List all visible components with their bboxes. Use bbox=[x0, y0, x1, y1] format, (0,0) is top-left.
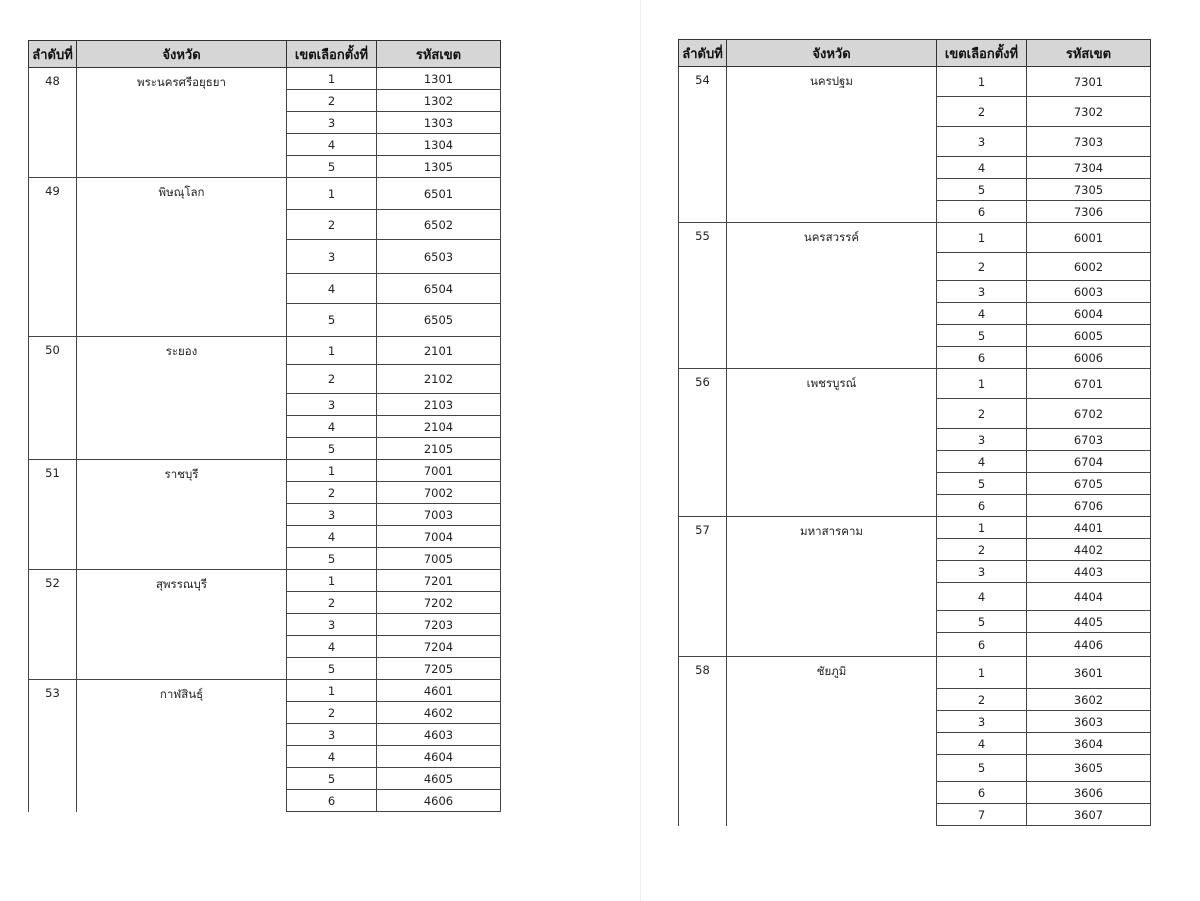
cell-district: 3 bbox=[287, 504, 377, 526]
table-row bbox=[29, 68, 501, 90]
cell-code: 4606 bbox=[377, 790, 501, 812]
cell-code: 7001 bbox=[377, 460, 501, 482]
header-province: จังหวัด bbox=[77, 41, 287, 68]
cell-code: 6004 bbox=[1027, 303, 1151, 325]
table-header-row bbox=[29, 41, 501, 68]
cell-code: 4603 bbox=[377, 724, 501, 746]
cell-code: 7306 bbox=[1027, 201, 1151, 223]
cell-district: 4 bbox=[287, 416, 377, 438]
cell-code: 1305 bbox=[377, 156, 501, 178]
table-row bbox=[29, 337, 501, 365]
cell-code: 6003 bbox=[1027, 281, 1151, 303]
cell-province: เพชรบูรณ์ bbox=[727, 369, 937, 517]
cell-seq: 54 bbox=[679, 67, 727, 223]
cell-district: 3 bbox=[937, 711, 1027, 733]
cell-code: 6705 bbox=[1027, 473, 1151, 495]
cell-district: 2 bbox=[287, 365, 377, 394]
cell-code: 6704 bbox=[1027, 451, 1151, 473]
table-row bbox=[29, 680, 501, 702]
cell-district: 1 bbox=[287, 178, 377, 210]
cell-district: 3 bbox=[287, 240, 377, 274]
cell-district: 2 bbox=[937, 689, 1027, 711]
cell-code: 6002 bbox=[1027, 253, 1151, 281]
cell-district: 1 bbox=[937, 657, 1027, 689]
cell-code: 6502 bbox=[377, 210, 501, 240]
cell-district: 4 bbox=[937, 733, 1027, 755]
table-row bbox=[29, 178, 501, 210]
cell-district: 1 bbox=[287, 337, 377, 365]
header-district: เขตเลือกตั้งที่ bbox=[287, 41, 377, 68]
cell-province: พระนครศรีอยุธยา bbox=[77, 68, 287, 178]
cell-seq: 56 bbox=[679, 369, 727, 517]
cell-district: 3 bbox=[287, 394, 377, 416]
cell-district: 6 bbox=[937, 782, 1027, 804]
cell-code: 4601 bbox=[377, 680, 501, 702]
cell-district: 1 bbox=[937, 369, 1027, 399]
cell-code: 3602 bbox=[1027, 689, 1151, 711]
cell-code: 4402 bbox=[1027, 539, 1151, 561]
cell-district: 2 bbox=[287, 702, 377, 724]
page-divider bbox=[640, 0, 641, 901]
cell-province: พิษณุโลก bbox=[77, 178, 287, 337]
cell-province: ราชบุรี bbox=[77, 460, 287, 570]
district-table-left bbox=[28, 40, 501, 812]
table-row bbox=[679, 67, 1151, 97]
cell-code: 7003 bbox=[377, 504, 501, 526]
cell-seq: 53 bbox=[29, 680, 77, 812]
header-district: เขตเลือกตั้งที่ bbox=[937, 40, 1027, 67]
cell-seq: 51 bbox=[29, 460, 77, 570]
table-row bbox=[29, 460, 501, 482]
cell-district: 5 bbox=[937, 179, 1027, 201]
cell-district: 6 bbox=[937, 495, 1027, 517]
cell-district: 4 bbox=[937, 451, 1027, 473]
cell-code: 4404 bbox=[1027, 583, 1151, 611]
cell-code: 3604 bbox=[1027, 733, 1151, 755]
cell-code: 7201 bbox=[377, 570, 501, 592]
cell-district: 2 bbox=[287, 90, 377, 112]
cell-code: 1304 bbox=[377, 134, 501, 156]
cell-district: 5 bbox=[937, 473, 1027, 495]
cell-district: 1 bbox=[937, 517, 1027, 539]
cell-district: 3 bbox=[287, 724, 377, 746]
cell-province: ชัยภูมิ bbox=[727, 657, 937, 826]
table-row bbox=[29, 570, 501, 592]
cell-code: 1303 bbox=[377, 112, 501, 134]
cell-district: 5 bbox=[287, 156, 377, 178]
cell-district: 2 bbox=[937, 97, 1027, 127]
cell-code: 6501 bbox=[377, 178, 501, 210]
cell-district: 5 bbox=[937, 611, 1027, 633]
header-code: รหัสเขต bbox=[1027, 40, 1151, 67]
cell-code: 7202 bbox=[377, 592, 501, 614]
cell-district: 3 bbox=[937, 281, 1027, 303]
header-seq: ลำดับที่ bbox=[679, 40, 727, 67]
cell-code: 2102 bbox=[377, 365, 501, 394]
cell-district: 4 bbox=[287, 526, 377, 548]
cell-district: 2 bbox=[937, 253, 1027, 281]
cell-district: 2 bbox=[287, 482, 377, 504]
cell-code: 4602 bbox=[377, 702, 501, 724]
cell-district: 4 bbox=[287, 746, 377, 768]
cell-district: 7 bbox=[937, 804, 1027, 826]
cell-district: 3 bbox=[287, 112, 377, 134]
cell-code: 3601 bbox=[1027, 657, 1151, 689]
cell-district: 3 bbox=[937, 561, 1027, 583]
cell-code: 7004 bbox=[377, 526, 501, 548]
cell-code: 7205 bbox=[377, 658, 501, 680]
cell-district: 2 bbox=[287, 592, 377, 614]
cell-code: 4401 bbox=[1027, 517, 1151, 539]
cell-code: 6504 bbox=[377, 274, 501, 304]
cell-district: 1 bbox=[937, 223, 1027, 253]
cell-seq: 52 bbox=[29, 570, 77, 680]
header-province: จังหวัด bbox=[727, 40, 937, 67]
cell-code: 4605 bbox=[377, 768, 501, 790]
cell-district: 6 bbox=[937, 201, 1027, 223]
cell-code: 3607 bbox=[1027, 804, 1151, 826]
cell-district: 4 bbox=[937, 583, 1027, 611]
table-row bbox=[679, 657, 1151, 689]
cell-code: 7204 bbox=[377, 636, 501, 658]
cell-seq: 50 bbox=[29, 337, 77, 460]
cell-district: 5 bbox=[937, 325, 1027, 347]
cell-code: 6503 bbox=[377, 240, 501, 274]
cell-district: 5 bbox=[287, 768, 377, 790]
cell-district: 5 bbox=[287, 438, 377, 460]
cell-code: 7005 bbox=[377, 548, 501, 570]
district-table-right bbox=[678, 39, 1151, 826]
header-code: รหัสเขต bbox=[377, 41, 501, 68]
cell-code: 2101 bbox=[377, 337, 501, 365]
cell-district: 4 bbox=[287, 134, 377, 156]
cell-code: 4405 bbox=[1027, 611, 1151, 633]
cell-district: 1 bbox=[937, 67, 1027, 97]
cell-code: 4403 bbox=[1027, 561, 1151, 583]
cell-province: สุพรรณบุรี bbox=[77, 570, 287, 680]
cell-district: 5 bbox=[287, 658, 377, 680]
cell-district: 4 bbox=[287, 636, 377, 658]
cell-seq: 49 bbox=[29, 178, 77, 337]
cell-code: 6703 bbox=[1027, 429, 1151, 451]
cell-code: 2103 bbox=[377, 394, 501, 416]
cell-district: 4 bbox=[937, 157, 1027, 179]
cell-code: 6006 bbox=[1027, 347, 1151, 369]
table-row bbox=[679, 517, 1151, 539]
cell-code: 2105 bbox=[377, 438, 501, 460]
cell-district: 6 bbox=[937, 347, 1027, 369]
cell-province: นครปฐม bbox=[727, 67, 937, 223]
cell-code: 7301 bbox=[1027, 67, 1151, 97]
cell-code: 2104 bbox=[377, 416, 501, 438]
cell-code: 6005 bbox=[1027, 325, 1151, 347]
cell-province: ระยอง bbox=[77, 337, 287, 460]
cell-district: 1 bbox=[287, 460, 377, 482]
cell-code: 6701 bbox=[1027, 369, 1151, 399]
cell-code: 3605 bbox=[1027, 755, 1151, 782]
cell-district: 5 bbox=[937, 755, 1027, 782]
cell-district: 2 bbox=[937, 539, 1027, 561]
cell-province: กาฬสินธุ์ bbox=[77, 680, 287, 812]
cell-code: 7303 bbox=[1027, 127, 1151, 157]
header-seq: ลำดับที่ bbox=[29, 41, 77, 68]
cell-code: 4604 bbox=[377, 746, 501, 768]
cell-district: 2 bbox=[287, 210, 377, 240]
cell-code: 7203 bbox=[377, 614, 501, 636]
cell-code: 6706 bbox=[1027, 495, 1151, 517]
cell-code: 3603 bbox=[1027, 711, 1151, 733]
cell-code: 1302 bbox=[377, 90, 501, 112]
cell-district: 1 bbox=[287, 680, 377, 702]
cell-province: นครสวรรค์ bbox=[727, 223, 937, 369]
cell-district: 3 bbox=[287, 614, 377, 636]
cell-district: 4 bbox=[937, 303, 1027, 325]
cell-code: 6001 bbox=[1027, 223, 1151, 253]
cell-seq: 55 bbox=[679, 223, 727, 369]
cell-district: 1 bbox=[287, 570, 377, 592]
cell-code: 7002 bbox=[377, 482, 501, 504]
cell-district: 1 bbox=[287, 68, 377, 90]
cell-district: 4 bbox=[287, 274, 377, 304]
cell-code: 1301 bbox=[377, 68, 501, 90]
cell-code: 4406 bbox=[1027, 633, 1151, 657]
cell-code: 7305 bbox=[1027, 179, 1151, 201]
table-body-right bbox=[679, 67, 1151, 826]
cell-code: 3606 bbox=[1027, 782, 1151, 804]
cell-code: 6505 bbox=[377, 304, 501, 337]
cell-code: 7304 bbox=[1027, 157, 1151, 179]
cell-code: 7302 bbox=[1027, 97, 1151, 127]
cell-district: 2 bbox=[937, 399, 1027, 429]
cell-district: 5 bbox=[287, 548, 377, 570]
cell-district: 3 bbox=[937, 127, 1027, 157]
cell-district: 5 bbox=[287, 304, 377, 337]
cell-seq: 58 bbox=[679, 657, 727, 826]
table-header-row bbox=[679, 40, 1151, 67]
cell-code: 6702 bbox=[1027, 399, 1151, 429]
cell-seq: 48 bbox=[29, 68, 77, 178]
table-row bbox=[679, 223, 1151, 253]
cell-district: 6 bbox=[937, 633, 1027, 657]
cell-district: 6 bbox=[287, 790, 377, 812]
cell-district: 3 bbox=[937, 429, 1027, 451]
table-row bbox=[679, 369, 1151, 399]
cell-province: มหาสารคาม bbox=[727, 517, 937, 657]
cell-seq: 57 bbox=[679, 517, 727, 657]
table-body-left bbox=[29, 68, 501, 812]
